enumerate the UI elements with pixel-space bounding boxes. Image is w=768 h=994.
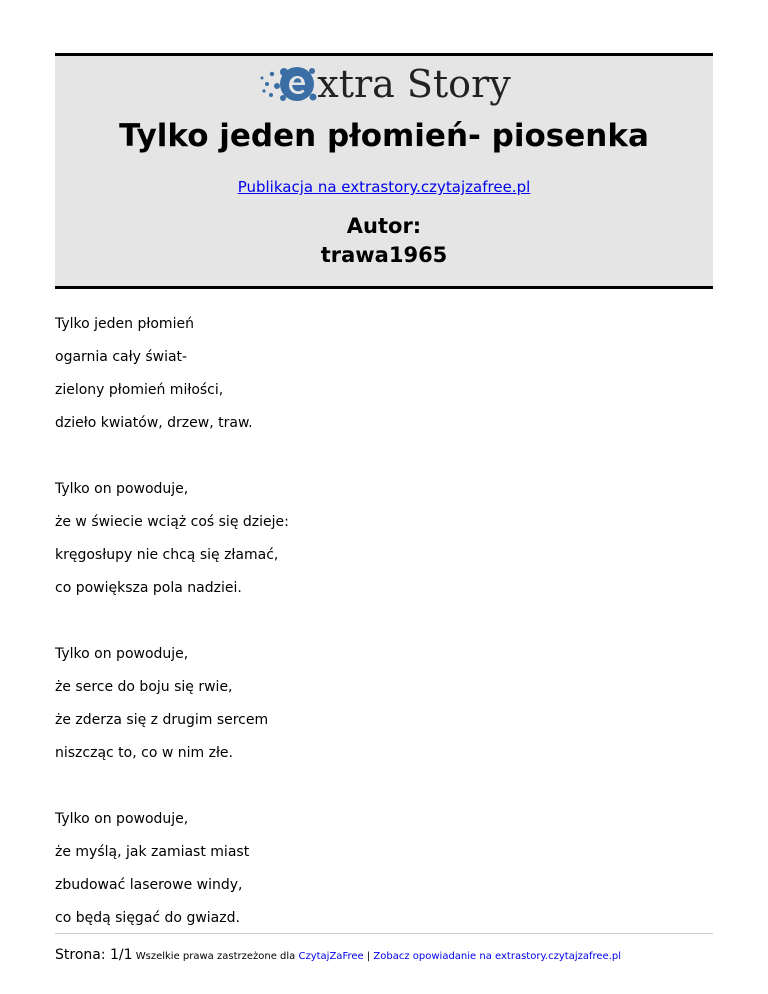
stanza-3 [55, 644, 715, 776]
page-number: Strona: 1/1 [55, 947, 133, 963]
rights-text: Wszelkie prawa zastrzeżone dla [135, 951, 296, 962]
site-link[interactable]: CzytajZaFree [298, 951, 364, 962]
author-name: trawa1965 [320, 243, 448, 267]
extra-story-logo [55, 62, 713, 106]
poem-line: że myślą, jak zamiast miast [55, 844, 250, 860]
document-title: Tylko jeden płomień- piosenka [119, 118, 649, 154]
logo-wordmark: xtra Story [317, 62, 511, 106]
poem-line: zbudować laserowe windy, [55, 877, 243, 893]
document-header [55, 53, 713, 289]
poem-line: co będą sięgać do gwiazd. [55, 910, 240, 926]
poem-line: Tylko jeden płomień [55, 316, 194, 332]
author-label: Autor: [346, 214, 422, 238]
footer-separator: | [366, 951, 371, 962]
poem-line: zielony płomień miłości, [55, 382, 224, 398]
splash-e-logo-icon [257, 62, 319, 106]
poem-line: Tylko on powoduje, [55, 811, 189, 827]
poem-line: ogarnia cały świat- [55, 349, 188, 365]
stanza-2 [55, 479, 715, 611]
stanza-4 [55, 809, 715, 941]
footer-divider [55, 933, 713, 934]
poem-line: niszcząc to, co w nim złe. [55, 745, 233, 761]
story-link[interactable]: Zobacz opowiadanie na extrastory.czytajzafree.pl [373, 951, 622, 962]
poem-line: kręgosłupy nie chcą się złamać, [55, 547, 279, 563]
poem-body [55, 314, 715, 974]
poem-line: że serce do boju się rwie, [55, 679, 233, 695]
poem-line: że w świecie wciąż coś się dzieje: [55, 514, 289, 530]
page-footer [55, 947, 755, 963]
poem-line: co powiększa pola nadziei. [55, 580, 242, 596]
poem-line: że zderza się z drugim sercem [55, 712, 269, 728]
poem-line: dzieło kwiatów, drzew, traw. [55, 415, 253, 431]
poem-line: Tylko on powoduje, [55, 646, 189, 662]
poem-line: Tylko on powoduje, [55, 481, 189, 497]
publication-link[interactable]: Publikacja na extrastory.czytajzafree.pl [237, 178, 531, 196]
stanza-1 [55, 314, 715, 446]
